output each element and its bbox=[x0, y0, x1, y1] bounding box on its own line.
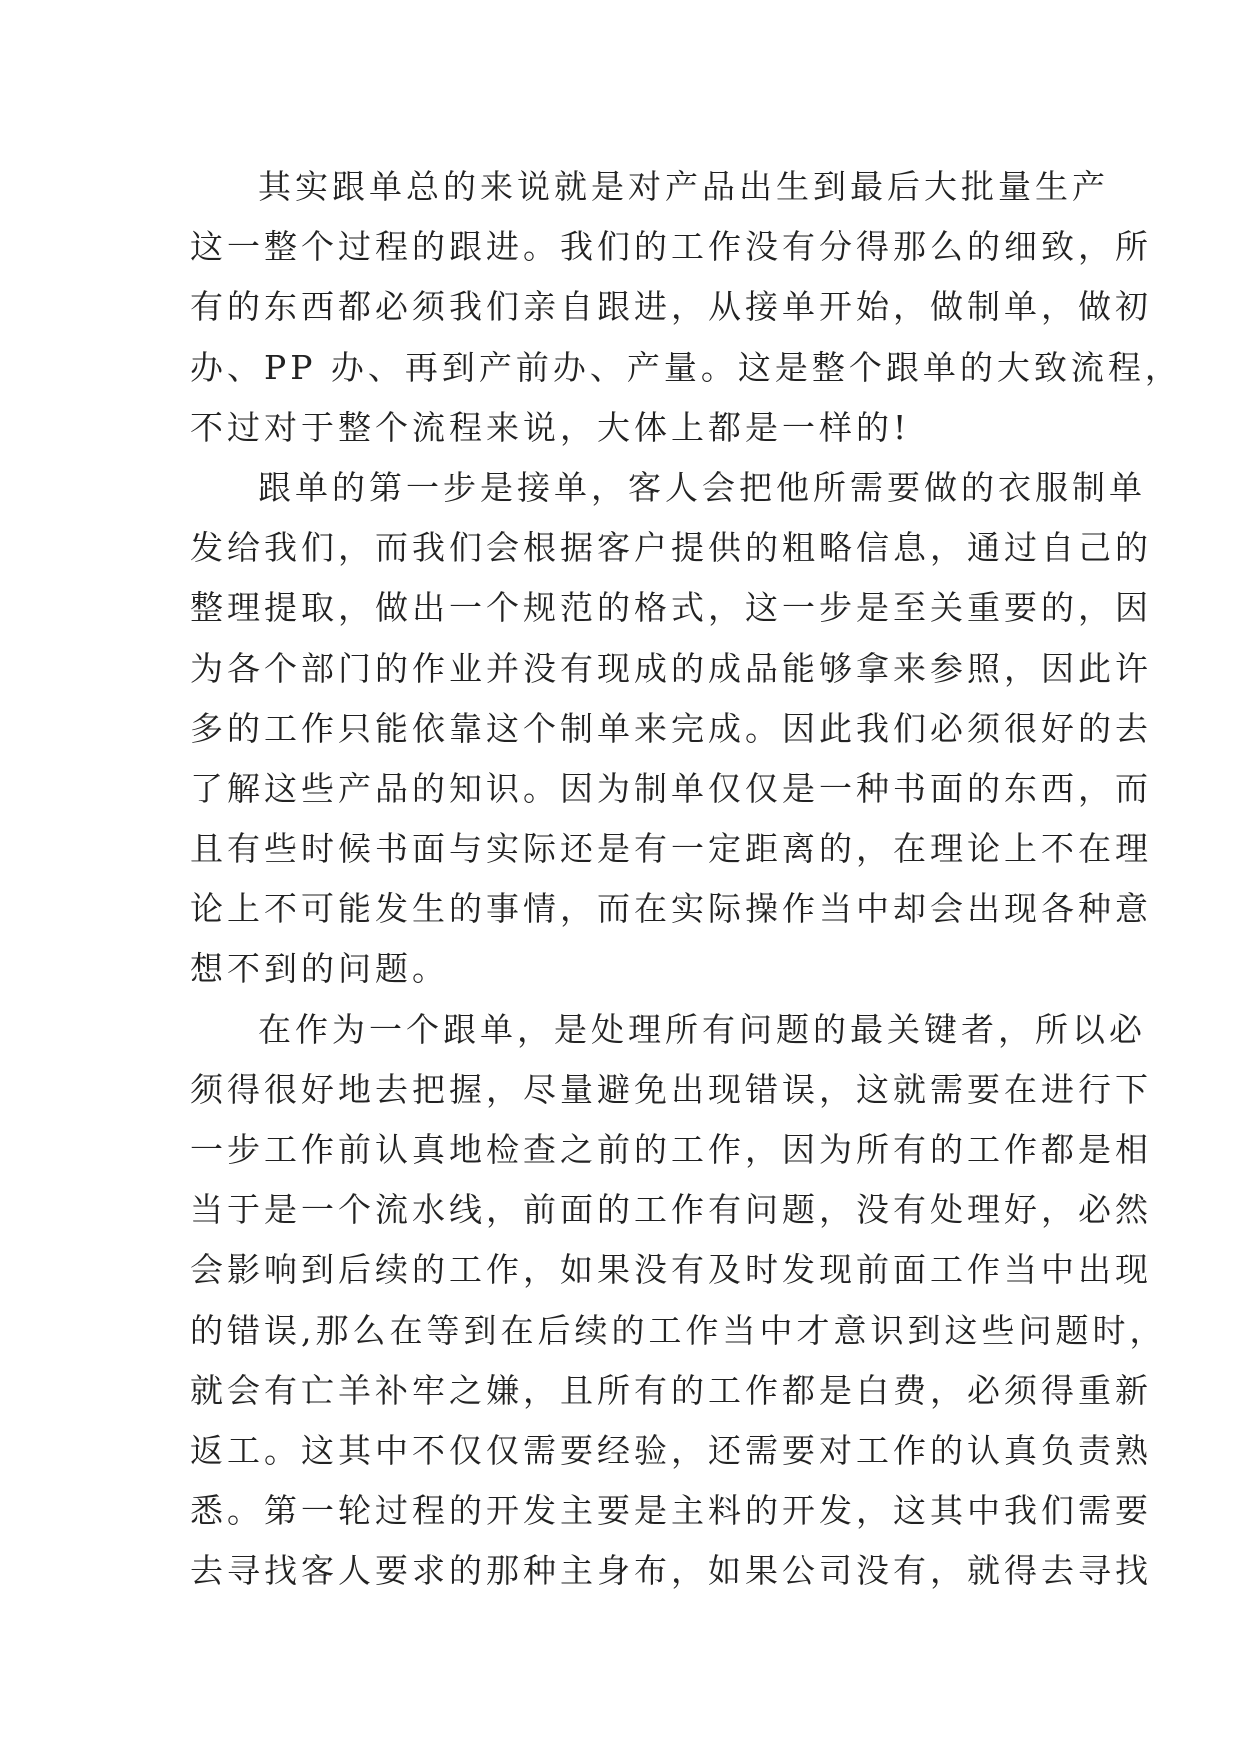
text-line: 办、PP 办、再到产前办、产量。这是整个跟单的大致流程， bbox=[190, 347, 1182, 387]
text-line: 一步工作前认真地检查之前的工作，因为所有的工作都是相 bbox=[190, 1130, 1152, 1169]
text-line: 须得很好地去把握，尽量避免出现错误，这就需要在进行下 bbox=[190, 1069, 1152, 1109]
document-body bbox=[190, 157, 1182, 1602]
text-line: 其实跟单总的来说就是对产品出生到最后大批量生产 bbox=[258, 167, 1109, 206]
text-line: 去寻找客人要求的那种主身布，如果公司没有，就得去寻找 bbox=[190, 1551, 1152, 1591]
text-line: 当于是一个流水线，前面的工作有问题，没有处理好，必然 bbox=[190, 1190, 1152, 1230]
text-line: 返工。这其中不仅仅需要经验，还需要对工作的认真负责熟 bbox=[190, 1430, 1152, 1470]
text-line: 有的东西都必须我们亲自跟进，从接单开始，做制单，做初 bbox=[190, 287, 1152, 327]
text-line: 在作为一个跟单，是处理所有问题的最关键者，所以必 bbox=[258, 1009, 1146, 1049]
text-line: 悉。第一轮过程的开发主要是主料的开发，这其中我们需要 bbox=[190, 1491, 1152, 1531]
text-line: 就会有亡羊补牢之嫌，且所有的工作都是白费，必须得重新 bbox=[190, 1370, 1152, 1410]
paragraph-2 bbox=[190, 458, 1152, 1000]
text-line: 这一整个过程的跟进。我们的工作没有分得那么的细致，所 bbox=[190, 227, 1152, 267]
paragraph-3 bbox=[190, 1000, 1167, 1602]
text-line: 发给我们，而我们会根据客户提供的粗略信息，通过自己的 bbox=[190, 528, 1152, 568]
text-line: 了解这些产品的知识。因为制单仅仅是一种书面的东西，而 bbox=[190, 768, 1152, 808]
text-line: 多的工作只能依靠这个制单来完成。因此我们必须很好的去 bbox=[190, 708, 1152, 748]
paragraph-1 bbox=[190, 157, 1182, 458]
text-line: 论上不可能发生的事情，而在实际操作当中却会出现各种意 bbox=[190, 889, 1152, 929]
text-line: 且有些时候书面与实际还是有一定距离的，在理论上不在理 bbox=[190, 829, 1152, 869]
text-line: 整理提取，做出一个规范的格式，这一步是至关重要的，因 bbox=[190, 588, 1152, 628]
text-line: 想不到的问题。 bbox=[190, 949, 449, 989]
text-line: 的错误,那么在等到在后续的工作当中才意识到这些问题时， bbox=[190, 1310, 1167, 1350]
text-line: 为各个部门的作业并没有现成的成品能够拿来参照，因此许 bbox=[190, 648, 1152, 688]
text-line: 不过对于整个流程来说，大体上都是一样的! bbox=[190, 407, 911, 447]
text-line: 会影响到后续的工作，如果没有及时发现前面工作当中出现 bbox=[190, 1250, 1152, 1290]
text-line: 跟单的第一步是接单，客人会把他所需要做的衣服制单 bbox=[258, 467, 1146, 507]
